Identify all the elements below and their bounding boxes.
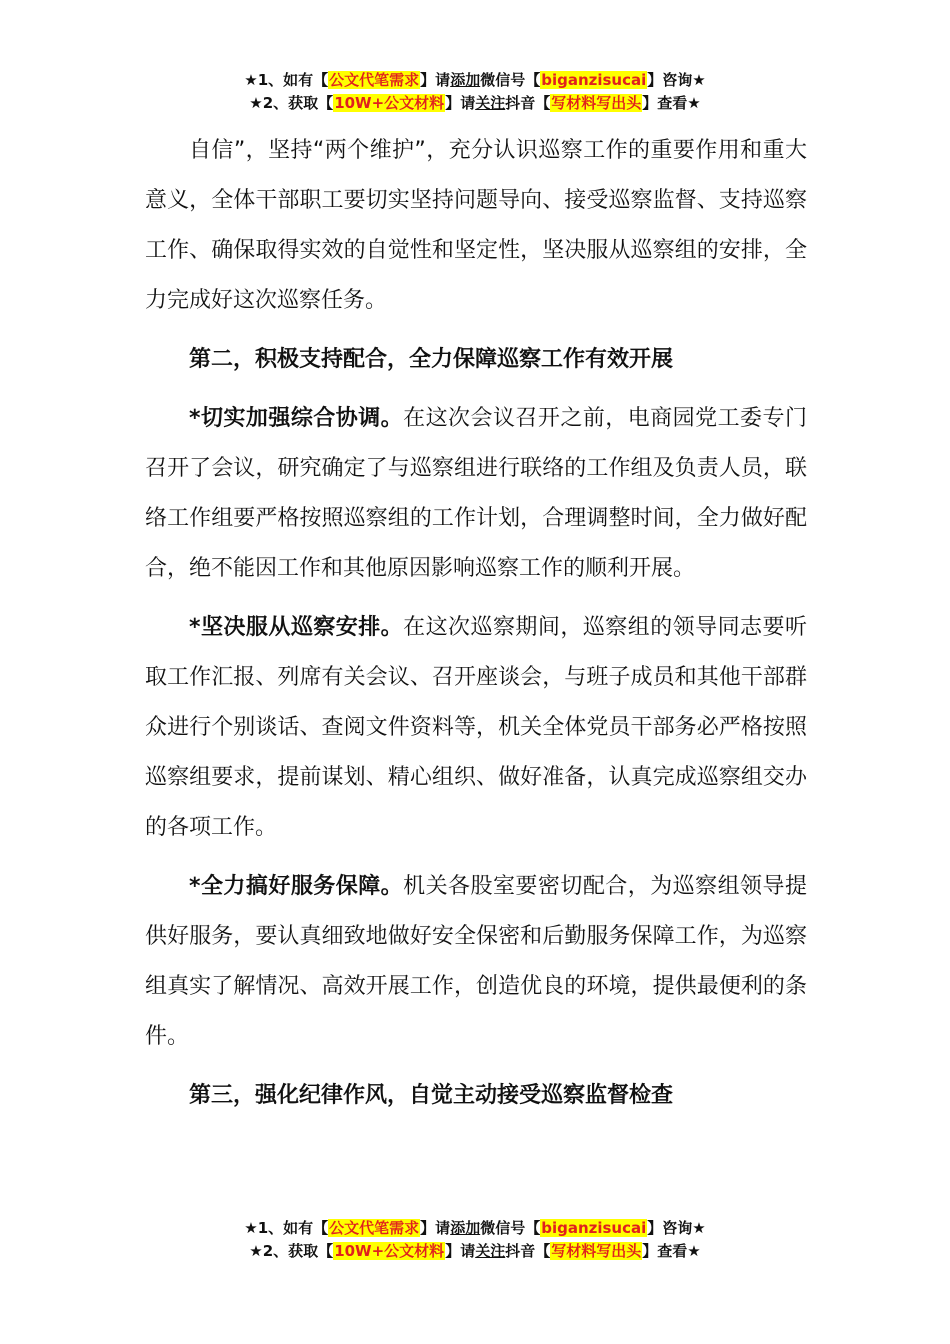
- paragraph-1: 自信”，坚持“两个维护”，充分认识巡察工作的重要作用和重大意义，全体干部职工要切实坚持问题导向、接受巡察监督、支持巡察工作、确保取得实效的自觉性和坚定性，坚决服从巡察组的安排，全力完成好这次巡察任务。: [145, 138, 807, 313]
- highlight-douyin-account: 写材料写出头: [551, 94, 642, 112]
- banner-text: ★2、获取【: [249, 94, 334, 112]
- banner-text: 抖音【: [505, 94, 551, 112]
- document-body: [145, 126, 807, 1121]
- paragraph-4-text: 机关各股室要密切配合，为巡察组领导提供好服务，要认真细致地做好安全保密和后勤服务保障工作，为巡察组真实了解情况、高效开展工作，创造优良的环境，提供最便利的条件。: [145, 874, 807, 1049]
- banner-text: 】请: [420, 71, 451, 89]
- paragraph-4: [145, 862, 807, 1062]
- section-heading-3: 第三，强化纪律作风，自觉主动接受巡察监督检查: [189, 1083, 674, 1108]
- highlight-materials: 10W+公文材料: [334, 1242, 445, 1260]
- banner-text: 】咨询★: [647, 71, 706, 89]
- banner-underlined-text: 添加: [450, 71, 481, 89]
- footer-banner: [0, 1217, 950, 1263]
- paragraph-2-lead: *切实加强综合协调。: [189, 406, 404, 431]
- banner-underlined-text: 关注: [475, 1242, 506, 1260]
- banner-underlined-text: 关注: [475, 94, 506, 112]
- highlight-wechat-id: biganzisucai: [541, 71, 647, 89]
- banner-text: 】咨询★: [647, 1219, 706, 1237]
- section-heading-2: 第二，积极支持配合，全力保障巡察工作有效开展: [189, 347, 674, 372]
- banner-text: 微信号【: [480, 1219, 541, 1237]
- highlight-douyin-account: 写材料写出头: [551, 1242, 642, 1260]
- banner-text: 】请: [420, 1219, 451, 1237]
- paragraph-3: [145, 603, 807, 853]
- banner-line-1: [0, 1217, 950, 1240]
- banner-text: ★1、如有【: [244, 71, 329, 89]
- banner-underlined-text: 添加: [450, 1219, 481, 1237]
- banner-line-2: [0, 1240, 950, 1263]
- banner-text: 】查看★: [642, 94, 701, 112]
- paragraph-3-lead: *坚决服从巡察安排。: [189, 615, 404, 640]
- banner-text: 】请: [445, 94, 476, 112]
- paragraph-4-lead: *全力搞好服务保障。: [189, 874, 404, 899]
- banner-text: ★2、获取【: [249, 1242, 334, 1260]
- highlight-writing-service: 公文代笔需求: [329, 71, 420, 89]
- banner-text: 微信号【: [480, 71, 541, 89]
- paragraph-3-text: 在这次巡察期间，巡察组的领导同志要听取工作汇报、列席有关会议、召开座谈会，与班子成员和其他干部群众进行个别谈话、查阅文件资料等，机关全体党员干部务必严格按照巡察组要求，提前谋划、精心组织、做好准备，认真完成巡察组交办的各项工作。: [145, 615, 807, 840]
- banner-text: 抖音【: [505, 1242, 551, 1260]
- paragraph-2-text: 在这次会议召开之前，电商园党工委专门召开了会议，研究确定了与巡察组进行联络的工作组及负责人员，联络工作组要严格按照巡察组的工作计划，合理调整时间，全力做好配合，绝不能因工作和其他原因影响巡察工作的顺利开展。: [145, 406, 807, 581]
- banner-text: ★1、如有【: [244, 1219, 329, 1237]
- highlight-writing-service: 公文代笔需求: [329, 1219, 420, 1237]
- banner-text: 】请: [445, 1242, 476, 1260]
- highlight-wechat-id: biganzisucai: [541, 1219, 647, 1237]
- banner-line-2: [0, 92, 950, 115]
- highlight-materials: 10W+公文材料: [334, 94, 445, 112]
- banner-line-1: [0, 69, 950, 92]
- banner-text: 】查看★: [642, 1242, 701, 1260]
- paragraph-2: [145, 394, 807, 594]
- header-banner: [0, 69, 950, 115]
